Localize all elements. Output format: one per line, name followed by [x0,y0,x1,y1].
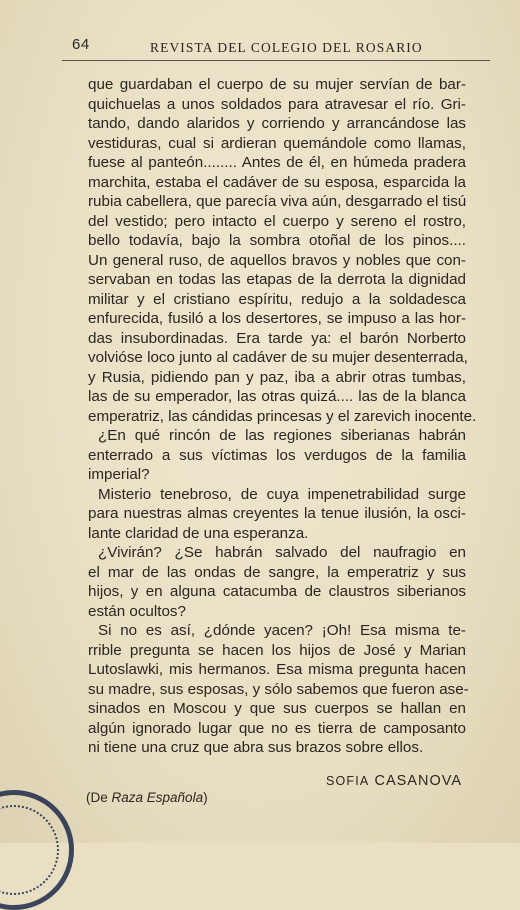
author-signature [326,773,462,789]
text-line: rubia cabellera, que parecía viva aún, desgarrado el tisú [88,193,467,210]
source-publication: Raza Española [111,790,204,805]
paragraph [88,426,466,485]
text-line: fuese al panteón........ Antes de él, en húmeda pradera [88,154,466,171]
text-line: servaban en todas las etapas de la derrota la dignidad [88,271,466,288]
text-line: Un general ruso, de aquellos bravos y nobles que con- [88,251,466,269]
text-line: quichuelas a unos soldados para atravesar el río. Gri- [88,95,466,113]
source-note-close: ) [203,790,208,805]
text-line: marchita, estaba el cadáver de su esposa, esparcida la [88,173,466,191]
text-line: y Rusia, pidiendo pan y paz, iba a abrir otras tumbas, [88,368,466,386]
running-title: REVISTA DEL COLEGIO DEL ROSARIO [150,40,423,55]
text-line: bello todavía, bajo la sombra otoñal de los pinos.... [88,232,466,249]
page-header [62,34,490,61]
source-note-open: (De [86,790,112,805]
text-line: rrible pregunta se hacen los hijos de José y Marian [88,641,466,659]
text-line: enfurecida, fusiló a los desertores, se impuso a las hor- [88,310,466,327]
text-line: Lutoslawki, mis hermanos. Esa misma pregunta hacen [88,661,466,678]
paragraph [88,485,466,544]
text-line: su madre, sus esposas, y sólo sabemos que fueron ase- [88,680,469,698]
author-last-name: CASANOVA [374,773,462,789]
page-number: 64 [72,36,90,53]
text-line: enterrado a sus víctimas los verdugos de la familia [88,446,466,464]
source-note [86,790,208,805]
author-first-name: SOFIA [325,774,370,788]
text-line: Si no es así, ¿dónde yacen? ¡Oh! Esa misma te- [98,622,466,639]
text-line: para nuestras almas creyentes la tenue ilusión, la osci- [88,505,466,522]
text-line: hijos, y en alguna catacumba de claustros siberianos [88,583,466,600]
text-line: lante claridad de una esperanza. [88,524,309,542]
text-line: ¿En qué rincón de las regiones siberianas habrán [98,427,466,444]
paragraph [88,621,469,758]
text-line: están ocultos? [88,602,186,620]
text-line: imperial? [88,466,150,483]
article-body [88,75,477,758]
text-line: vestiduras, cual si ardieran quemándole como llamas, [88,134,466,152]
text-line: ni tiene una cruz que abra sus brazos sobre ellos. [88,739,424,756]
text-line: militar y el cristiano espíritu, redujo a la soldadesca [88,290,466,308]
library-stamp [0,790,74,910]
text-line: el mar de las ondas de sangre, la emperatriz y sus [88,563,466,581]
text-line: tando, dando alaridos y corriendo y arrancándose las [88,115,466,132]
paragraph [88,75,477,426]
text-line: del vestido; pero intacto el cuerpo y sereno el rostro, [88,212,466,230]
text-line: ¿Vivirán? ¿Se habrán salvado del naufragio en [98,544,466,561]
text-line: volvióse loco junto al cadáver de su mujer desenterrada, [88,349,468,366]
text-line: sinados en Moscou y que sus cuerpos se hallan en [88,700,466,717]
text-line: las de su emperador, las otras quizá.... las de la blanca [88,388,466,405]
text-line: algún ignorado lugar que no es tierra de camposanto [88,719,466,737]
text-line: Misterio tenebroso, de cuya impenetrabilidad surge [98,485,466,503]
library-stamp-inner-ring [0,805,59,895]
text-line: das insubordinadas. Era tarde ya: el barón Norberto [88,329,466,347]
paragraph [88,543,466,621]
text-line: emperatriz, las cándidas princesas y el zarevich inocente. [88,407,477,425]
text-line: que guardaban el cuerpo de su mujer servían de bar- [88,76,466,93]
